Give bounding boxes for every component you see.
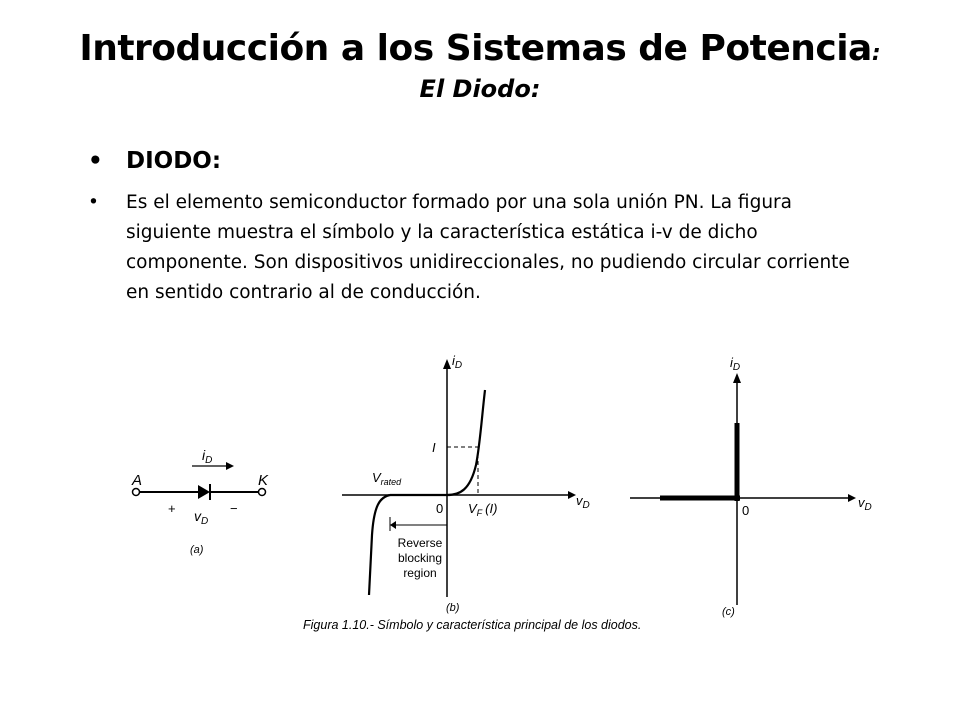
current-arrow-head [226,462,234,470]
ideal-characteristic-panel [630,355,872,618]
anode-terminal [133,489,140,496]
b-region-line1: Reverse [397,536,443,550]
b-breakdown-curve [369,495,390,595]
b-vf-label: $V_F$ (I) [468,501,498,518]
c-x-arrow [848,494,856,502]
plus-sign: + [168,501,176,516]
diode-figure-svg [110,335,872,635]
c-x-label: $v_D$ [858,495,872,513]
slide-title [0,28,960,69]
bullet-list [88,148,878,308]
b-origin-label: 0 [436,501,444,516]
b-y-arrow [443,359,451,369]
b-forward-curve [447,390,485,495]
slide-title-block [0,28,960,103]
b-region-arrow [390,521,396,529]
b-x-label: $v_D$ [576,493,590,511]
b-y-label: $i_D$ [452,353,463,371]
anode-label: A [132,472,143,489]
b-x-arrow [568,491,576,499]
minus-sign: − [230,501,238,516]
b-i-label: I [432,440,436,455]
b-region-line2: blocking [397,551,443,565]
panel-b-label: (b) [446,602,460,614]
bullet-heading: • DIODO: [88,148,878,174]
b-region-line3: region [403,566,437,580]
panel-c-label: (c) [722,606,735,618]
title-text: Introducción a los Sistemas de Potencia [79,28,872,69]
figure-caption: Figura 1.10.- Símbolo y característica principal de los diodos. [303,618,642,632]
slide-subtitle: El Diodo: [419,75,541,103]
c-y-arrow [733,373,741,383]
voltage-label: $v_D$ [194,508,209,527]
diode-figure [110,335,872,635]
real-characteristic-panel [342,353,590,614]
b-vrated-label: $V_{rated}$ [372,470,402,487]
panel-a-label: (a) [190,544,204,556]
title-colon: : [871,41,881,66]
diode-symbol-panel [131,447,269,556]
c-origin-label: 0 [742,503,750,518]
cathode-terminal [259,489,266,496]
bullet-paragraph: • Es el elemento semiconductor formado por una sola unión PN. La figura siguiente muestra el símbolo y la característica estática i-v de dicho componente. Son dispositivos unidireccionales, no pudiendo circular corriente en sentido contrario al de conducción. [88,188,878,308]
current-label: $i_D$ [202,447,213,466]
cathode-label: K [258,472,269,489]
diode-triangle [198,485,210,499]
c-y-label: $i_D$ [730,355,741,373]
